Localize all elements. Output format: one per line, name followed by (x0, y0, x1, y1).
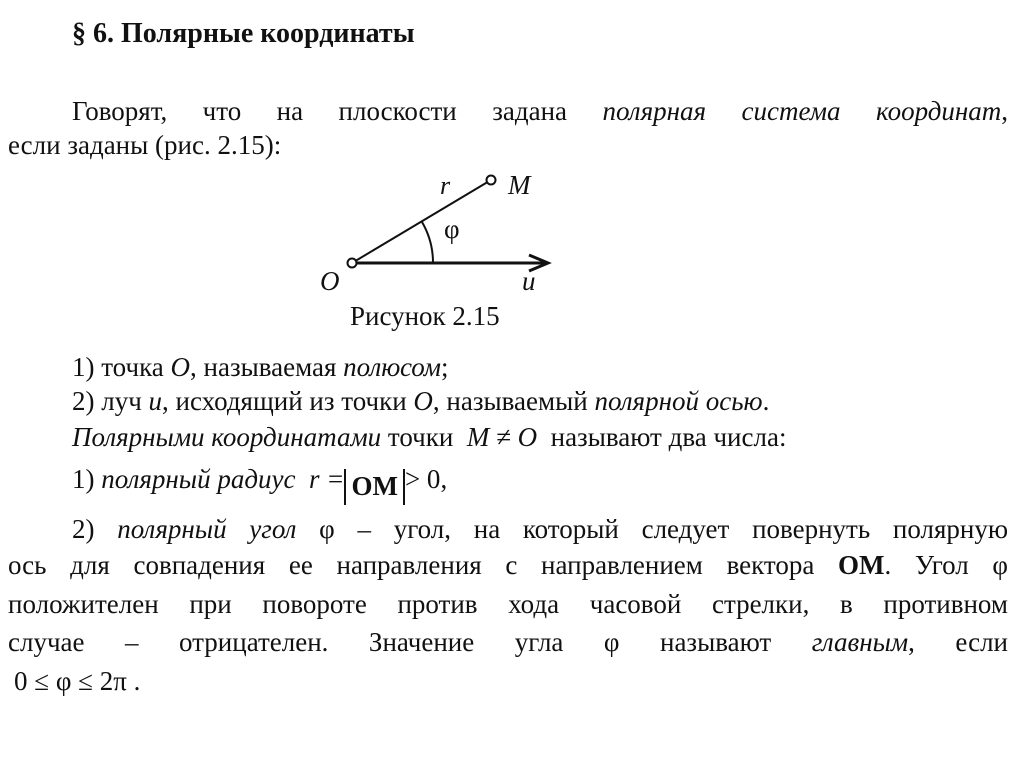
radius-prefix: 1) (72, 464, 102, 494)
figure-caption: Рисунок 2.15 (350, 301, 500, 331)
item2-prefix: 2) луч (72, 386, 149, 416)
label-O: O (320, 266, 340, 295)
item2-mid2: , называемый (432, 386, 595, 416)
angle-arc (422, 222, 433, 263)
radius-formula-rhs: > 0 (404, 464, 441, 494)
item1-var: O (170, 352, 191, 382)
angle-line2-text: ось для совпадения ее направления с направлением вектора (8, 550, 839, 580)
angle-line4-term: главным (811, 627, 909, 657)
radius-term: полярный радиус (101, 464, 296, 494)
angle-line-1 (72, 512, 1008, 546)
pole-point-O (348, 259, 357, 268)
item2-term: полярной осью (594, 386, 763, 416)
radius-segment (352, 180, 491, 263)
label-u: u (522, 266, 536, 295)
intro-line-2: если заданы (рис. 2.15): (8, 130, 282, 160)
angle-line1-text: φ – угол, на который следует повернуть полярную (296, 514, 1009, 544)
radius-line (72, 462, 447, 505)
radius-abs-value (344, 469, 405, 505)
definition-term: Полярными координатами (72, 422, 382, 452)
section-title: § 6. Полярные координаты (72, 18, 415, 49)
point-M (487, 176, 496, 185)
definition-line (72, 420, 786, 454)
angle-line-4 (8, 625, 1008, 659)
definition-condition: M ≠ O (466, 422, 538, 452)
angle-line2-end: . Угол φ (884, 550, 1008, 580)
item2-var2: O (413, 386, 433, 416)
item1-prefix: 1) точка (72, 352, 171, 382)
intro-line-1 (72, 94, 1008, 128)
polar-figure (300, 165, 580, 295)
item1-term: полюсом (343, 352, 441, 382)
radius-formula-lhs: r = (308, 464, 345, 494)
angle-range: 0 ≤ φ ≤ 2π . (14, 666, 141, 696)
angle-vector: OM (838, 550, 885, 580)
item1-end: ; (440, 352, 449, 382)
item2-var: u (148, 386, 163, 416)
label-r: r (440, 171, 451, 200)
label-M: M (508, 170, 531, 200)
definition-text1: точки (381, 422, 461, 452)
radius-vector: OM (351, 471, 398, 501)
intro-text: Говорят, что на плоскости задана (72, 96, 568, 126)
angle-line-3: положителен при повороте против хода часовой стрелки, в противном (8, 589, 1008, 619)
item2-mid: , исходящий из точки (162, 386, 414, 416)
angle-line4-end: , если (908, 627, 1008, 657)
item2-end: . (762, 386, 770, 416)
angle-term: полярный угол (117, 514, 297, 544)
angle-line-2 (8, 548, 1008, 582)
definition-text2: называют два числа: (543, 422, 787, 452)
item-axis (72, 384, 769, 418)
item-pole (72, 350, 448, 384)
label-phi: φ (444, 214, 460, 244)
item1-mid: , называемая (190, 352, 344, 382)
angle-line4-text: случае – отрицателен. Значение угла φ называют (8, 627, 812, 657)
radius-end: , (440, 464, 448, 494)
intro-comma: , (1001, 96, 1009, 126)
angle-prefix: 2) (72, 514, 118, 544)
intro-term: полярная система координат (602, 96, 1002, 126)
